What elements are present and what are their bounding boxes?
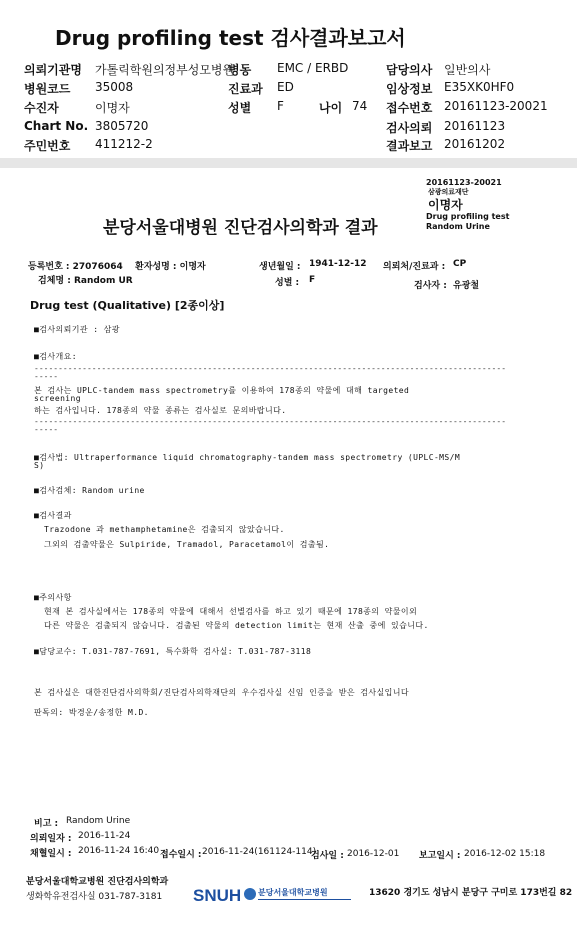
report-title: Drug profiling test 검사결과보고서 [55,26,406,50]
value-request-date: 20161123 [444,119,506,133]
section-specimen: ■검사검체: Random urine [34,486,145,495]
value-resident-no: 411212-2 [95,137,153,151]
dept-label: 의뢰처/진료과 : [383,262,446,272]
result-line-1: Trazodone 과 methamphetamine은 검출되지 않았습니다. [44,525,285,534]
test-date-label: 검사일 : [311,851,344,861]
section-notice-heading: ■주의사항 [34,593,72,602]
report-time-value: 2016-12-02 15:18 [464,849,546,859]
value-department: ED [277,80,294,94]
dob-value: 1941-12-12 [309,259,367,269]
value-report-date: 20161202 [444,137,506,151]
value-doctor: 일반의사 [444,63,491,77]
label-age: 나이 [319,101,343,115]
stamp-test: Drug profiling test [426,212,510,221]
value-hospital-code: 35008 [95,80,134,94]
label-receipt-no: 접수번호 [386,101,433,115]
request-date-value: 2016-11-24 [78,831,131,841]
label-doctor: 담당의사 [386,63,433,77]
overview-line-3: 하는 검사입니다. 178종의 약물 종류는 검사실로 문의바랍니다. [34,406,287,415]
value-receipt-no: 20161123-20021 [444,99,548,113]
label-ward: 병동 [228,63,252,77]
dob-label: 생년월일 : [259,262,301,272]
collection-label: 채혈일시 : [30,849,72,859]
examiner-label: 검사자 : [414,281,447,291]
label-clinical-info: 임상정보 [386,82,433,96]
label-resident-no: 주민번호 [24,139,71,153]
overview-line-1: 본 검사는 UPLC-tandem mass spectrometry를 이용하여 178종의 약물에 대해 targeted [34,386,410,395]
label-department: 진료과 [228,82,263,96]
receipt-time-label: 접수일시 : [160,850,202,860]
dash-line-2: -------------------------------------------------------------------------------------------------- [34,417,507,426]
label-sex: 성별 [228,101,252,115]
section-contact: ■담당교수: T.031-787-7691, 특수화학 검사실: T.031-787-3118 [34,647,312,656]
value-ward: EMC / ERBD [277,61,349,75]
stamp-org: 삼광의료재단 [428,188,469,196]
receipt-time-value: 2016-11-24(161124-114) [202,847,317,857]
dash-line-1: -------------------------------------------------------------------------------------------------- [34,364,507,373]
label-chart-no: Chart No. [24,119,89,133]
label-report-date: 결과보고 [386,139,433,153]
value-clinical-info: E35XK0HF0 [444,80,515,94]
section-overview-heading: ■검사개요: [34,352,77,361]
method-line-2: S) [34,461,45,470]
dash-line-2b: ----- [34,425,59,434]
patient-name: 환자성명 : 이명자 [135,262,206,272]
logo-underline [258,899,351,900]
specimen-name: 검체명 : Random UR [38,276,133,286]
test-name: Drug test (Qualitative) [2종이상] [30,299,225,312]
overview-line-2: screening [34,394,81,403]
snuh-logo-korean: 분당서울대학교병원 [258,888,328,897]
stamp-name: 이명자 [428,198,463,212]
snuh-logo: SNUH [193,886,242,905]
hospital-title: 분당서울대병원 진단검사의학과 결과 [103,218,378,238]
label-hospital-code: 병원코드 [24,82,71,96]
value-patient: 이명자 [95,101,130,115]
examiner-value: 유광철 [453,281,480,291]
collection-value: 2016-11-24 16:40 [78,846,160,856]
method-line-1: ■검사법: Ultraperformance liquid chromatography-tandem mass spectrometry (UPLC-MS/M [34,453,461,462]
certification-note: 본 검사실은 대한진단검사의학회/진단검사의학재단의 우수검사실 신임 인증을 받은 검사실입니다 [34,688,409,697]
value-age: 74 [352,99,368,113]
notice-line-1: 현재 본 검사실에서는 178종의 약물에 대해서 선별검사를 하고 있기 때문에 178종의 약물이외 [44,607,418,616]
divider-band [0,158,577,168]
sex-label: 성별 : [275,278,300,288]
label-patient: 수진자 [24,101,59,115]
registration-no: 등록번호 : 27076064 [28,262,123,272]
value-sex: F [277,99,284,113]
stamp-specimen: Random Urine [426,222,490,231]
sex-value: F [309,275,316,285]
dept-value: CP [453,259,467,269]
footer-lab-phone: 생화학유전검사실 031-787-3181 [26,892,163,902]
logo-emblem-icon [244,888,256,900]
reader-doctors: 판독의: 박경운/송정한 M.D. [34,708,149,717]
hospital-address: 13620 경기도 성남시 분당구 구미로 173번길 82 [369,888,573,898]
result-line-2: 그외의 검출약물은 Sulpiride, Tramadol, Paracetamol이 검출됨. [44,540,330,549]
note-value: Random Urine [66,816,131,826]
value-chart-no: 3805720 [95,119,149,133]
request-date-label: 의뢰일자 : [30,834,72,844]
section-result-heading: ■검사결과 [34,511,72,520]
note-label: 비고 : [34,819,59,829]
section-agency: ■검사의뢰기관 : 삼광 [34,325,120,334]
value-agency: 가톨릭학원의정부성모병원 [95,63,235,77]
footer-dept: 분당서울대학교병원 진단검사의학과 [26,877,169,887]
dash-line-1b: ----- [34,372,59,381]
label-agency: 의뢰기관명 [24,63,82,77]
notice-line-2: 다른 약물은 검출되지 않습니다. 검출된 약물의 detection limit는 현재 산출 중에 있습니다. [44,621,429,630]
stamp-receipt: 20161123-20021 [426,178,502,187]
label-request-date: 검사의뢰 [386,121,433,135]
test-date-value: 2016-12-01 [347,849,400,859]
report-time-label: 보고일시 : [419,851,461,861]
